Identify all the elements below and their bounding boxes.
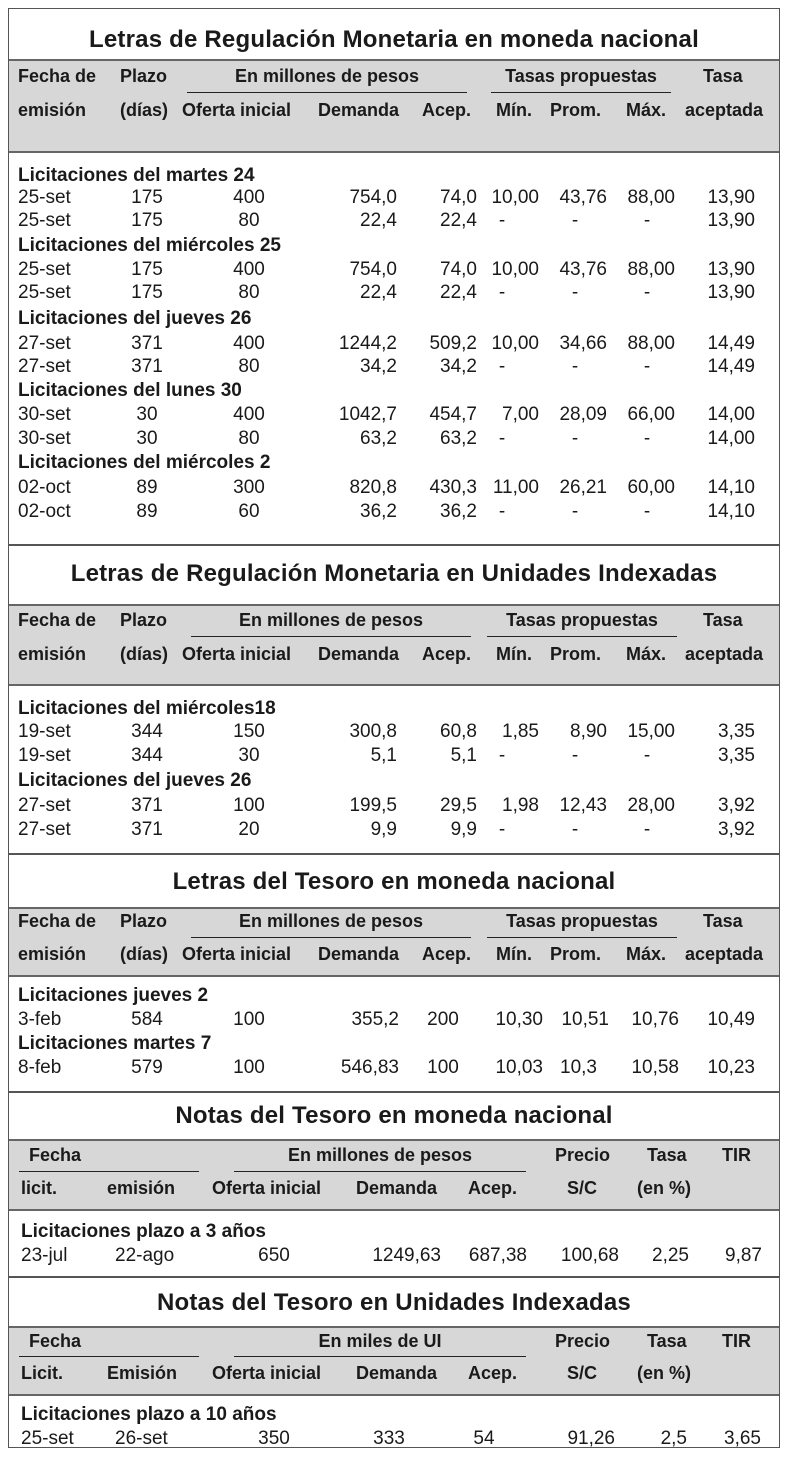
- section-title: Letras del Tesoro en moneda nacional: [172, 868, 616, 895]
- header-oferta: Oferta inicial: [212, 1178, 322, 1198]
- cell-oferta: 400: [233, 259, 265, 280]
- cell-prom: 12,43: [559, 795, 607, 816]
- cell-prom: 28,09: [559, 404, 607, 425]
- cell-tasa: 14,49: [707, 356, 755, 377]
- header-tasa: Tasa: [647, 1145, 687, 1165]
- cell-max: 15,00: [627, 721, 675, 742]
- cell-tasa: 3,92: [718, 819, 755, 840]
- cell-min: -: [498, 356, 506, 377]
- group-label: Licitaciones del miércoles18: [18, 698, 276, 719]
- header-emision: Emisión: [107, 1363, 178, 1383]
- cell-tasa: 10,49: [707, 1009, 755, 1030]
- cell-oferta: 80: [238, 356, 260, 377]
- cell-licit: 25-set: [21, 1428, 74, 1448]
- header-tasa: Tasa: [703, 66, 743, 86]
- section-notas-tesoro-moneda-nacional: [9, 1093, 779, 1278]
- cell-demanda: 34,2: [360, 356, 397, 377]
- cell-acep: 509,2: [429, 333, 477, 354]
- table-row: [9, 477, 779, 501]
- group-label: Licitaciones del martes 24: [18, 165, 255, 186]
- header-dias: (días): [120, 100, 169, 120]
- cell-plazo: 89: [136, 501, 158, 522]
- header-fecha: Fecha de: [18, 911, 97, 931]
- cell-min: -: [498, 819, 506, 840]
- group-label: Licitaciones jueves 2: [18, 985, 209, 1006]
- section-title: Notas del Tesoro en Unidades Indexadas: [157, 1289, 631, 1316]
- header-max: Máx.: [626, 644, 667, 664]
- table-row: [9, 745, 779, 769]
- table-row: [9, 356, 779, 380]
- table-row: [9, 210, 779, 234]
- cell-tasa: 14,00: [707, 404, 755, 425]
- cell-emision: 26-set: [115, 1428, 168, 1448]
- group-underline: [191, 937, 471, 938]
- cell-max: 88,00: [627, 259, 675, 280]
- header-licit: licit.: [21, 1178, 58, 1198]
- cell-fecha: 02-oct: [18, 501, 71, 522]
- table-header: [9, 907, 779, 977]
- cell-tasa: 14,10: [707, 501, 755, 522]
- cell-prom: -: [571, 501, 579, 522]
- cell-prom: -: [571, 745, 579, 766]
- cell-plazo: 584: [131, 1009, 163, 1030]
- cell-tir: 9,87: [725, 1245, 762, 1266]
- header-group-money: En miles de UI: [318, 1331, 442, 1351]
- cell-max: -: [643, 356, 651, 377]
- cell-acep: 74,0: [440, 259, 477, 280]
- cell-min: 1,85: [502, 721, 539, 742]
- table-body: [9, 1211, 779, 1278]
- cell-demanda: 36,2: [360, 501, 397, 522]
- cell-oferta: 100: [233, 795, 265, 816]
- cell-oferta: 100: [233, 1057, 265, 1078]
- header-min: Mín.: [496, 100, 532, 120]
- cell-plazo: 371: [131, 356, 163, 377]
- header-max: Máx.: [626, 100, 667, 120]
- cell-prom: 43,76: [559, 259, 607, 280]
- cell-plazo: 371: [131, 795, 163, 816]
- table-body: [9, 1396, 779, 1448]
- cell-max: 10,76: [631, 1009, 679, 1030]
- cell-fecha: 19-set: [18, 721, 71, 742]
- cell-tasa: 14,00: [707, 428, 755, 449]
- cell-min: 10,03: [495, 1057, 543, 1078]
- header-demanda: Demanda: [356, 1178, 438, 1198]
- cell-demanda: 1249,63: [372, 1245, 441, 1266]
- cell-min: -: [498, 428, 506, 449]
- header-aceptada: aceptada: [685, 944, 764, 964]
- cell-min: 10,00: [491, 187, 539, 208]
- table-row: [9, 1057, 779, 1081]
- table-body: [9, 153, 779, 548]
- table-row: [9, 1428, 779, 1448]
- cell-fecha: 25-set: [18, 282, 71, 303]
- cell-tasa: 13,90: [707, 210, 755, 231]
- cell-prom: 10,3: [560, 1057, 597, 1078]
- cell-acep: 687,38: [468, 1245, 527, 1266]
- table-row: [9, 259, 779, 283]
- cell-max: -: [643, 428, 651, 449]
- cell-demanda: 546,83: [340, 1057, 399, 1078]
- table-body: [9, 977, 779, 1091]
- cell-max: 88,00: [627, 187, 675, 208]
- cell-max: -: [643, 501, 651, 522]
- header-en-porcentaje: (en %): [637, 1363, 691, 1383]
- header-sc: S/C: [567, 1178, 598, 1198]
- table-row: [9, 404, 779, 428]
- cell-oferta: 20: [238, 819, 260, 840]
- group-underline: [491, 92, 671, 93]
- table-header: [9, 1326, 779, 1396]
- cell-min: -: [498, 282, 506, 303]
- cell-fecha: 27-set: [18, 795, 71, 816]
- cell-oferta: 650: [258, 1245, 290, 1266]
- header-acep: Acep.: [422, 644, 472, 664]
- cell-oferta: 100: [233, 1009, 265, 1030]
- cell-max: -: [643, 745, 651, 766]
- cell-max: 10,58: [631, 1057, 679, 1078]
- table-row: [9, 795, 779, 819]
- header-precio: Precio: [555, 1331, 611, 1351]
- header-fecha: Fecha de: [18, 66, 97, 86]
- header-fecha: Fecha: [29, 1331, 82, 1351]
- group-label: Licitaciones plazo a 3 años: [21, 1221, 266, 1242]
- section-title: Letras de Regulación Monetaria en Unidades Indexadas: [70, 560, 718, 587]
- cell-prom: 8,90: [570, 721, 607, 742]
- header-demanda: Demanda: [318, 944, 400, 964]
- section-lrm-unidades-indexadas: [9, 546, 779, 855]
- header-min: Mín.: [496, 644, 532, 664]
- cell-prom: -: [571, 428, 579, 449]
- group-underline: [19, 1171, 199, 1172]
- header-tasa: Tasa: [703, 911, 743, 931]
- cell-min: -: [498, 501, 506, 522]
- header-tasa: Tasa: [647, 1331, 687, 1351]
- cell-fecha: 30-set: [18, 404, 71, 425]
- table-row: [9, 282, 779, 306]
- header-emision: emisión: [18, 100, 87, 120]
- cell-fecha: 02-oct: [18, 477, 71, 498]
- cell-oferta: 80: [238, 428, 260, 449]
- cell-fecha: 30-set: [18, 428, 71, 449]
- header-emision: emisión: [18, 944, 87, 964]
- header-fecha: Fecha de: [18, 610, 97, 630]
- cell-fecha: 25-set: [18, 187, 71, 208]
- cell-oferta: 350: [258, 1428, 290, 1448]
- cell-oferta: 60: [238, 501, 260, 522]
- cell-acep: 5,1: [450, 745, 477, 766]
- cell-max: -: [643, 282, 651, 303]
- cell-fecha: 27-set: [18, 356, 71, 377]
- group-label: Licitaciones del miércoles 25: [18, 235, 281, 256]
- group-label: Licitaciones del miércoles 2: [18, 452, 271, 473]
- group-label: Licitaciones del jueves 26: [18, 308, 252, 329]
- cell-demanda: 199,5: [349, 795, 397, 816]
- section-letras-tesoro: [9, 855, 779, 1093]
- group-underline: [234, 1171, 526, 1172]
- header-licit: Licit.: [21, 1363, 64, 1383]
- group-underline: [234, 1356, 526, 1357]
- cell-demanda: 5,1: [370, 745, 397, 766]
- header-demanda: Demanda: [318, 644, 400, 664]
- header-min: Mín.: [496, 944, 532, 964]
- header-sc: S/C: [567, 1363, 598, 1383]
- cell-min: 10,30: [495, 1009, 543, 1030]
- table-row: [9, 721, 779, 745]
- header-tir: TIR: [722, 1331, 751, 1351]
- cell-plazo: 344: [131, 745, 163, 766]
- cell-precio: 100,68: [560, 1245, 619, 1266]
- cell-min: -: [498, 210, 506, 231]
- cell-prom: -: [571, 819, 579, 840]
- cell-min: 10,00: [491, 259, 539, 280]
- cell-oferta: 400: [233, 333, 265, 354]
- cell-prom: 34,66: [559, 333, 607, 354]
- header-emision: emisión: [18, 644, 87, 664]
- group-label: Licitaciones plazo a 10 años: [21, 1404, 277, 1425]
- cell-demanda: 300,8: [349, 721, 397, 742]
- header-group-money: En millones de pesos: [234, 66, 420, 86]
- cell-demanda: 754,0: [349, 259, 397, 280]
- header-fecha: Fecha: [29, 1145, 82, 1165]
- header-group-money: En millones de pesos: [287, 1145, 473, 1165]
- cell-acep: 430,3: [429, 477, 477, 498]
- header-group-tasas: Tasas propuestas: [506, 911, 658, 931]
- section-notas-tesoro-unidades-indexadas: [9, 1278, 779, 1448]
- group-underline: [19, 1356, 199, 1357]
- group-label: Licitaciones martes 7: [18, 1033, 212, 1054]
- cell-fecha: 27-set: [18, 819, 71, 840]
- table-row: [9, 333, 779, 357]
- cell-acep: 54: [473, 1428, 495, 1448]
- cell-min: 7,00: [502, 404, 539, 425]
- header-tasa: Tasa: [703, 610, 743, 630]
- cell-tasa: 3,35: [718, 721, 755, 742]
- cell-plazo: 579: [131, 1057, 163, 1078]
- cell-acep: 63,2: [440, 428, 477, 449]
- cell-demanda: 1042,7: [338, 404, 397, 425]
- cell-fecha: 3-feb: [18, 1009, 62, 1030]
- cell-demanda: 754,0: [349, 187, 397, 208]
- cell-prom: 26,21: [559, 477, 607, 498]
- cell-min: 10,00: [491, 333, 539, 354]
- cell-demanda: 333: [373, 1428, 405, 1448]
- table-header: [9, 1139, 779, 1211]
- cell-tasa: 13,90: [707, 259, 755, 280]
- table-row: [9, 187, 779, 211]
- header-plazo: Plazo: [120, 610, 168, 630]
- header-dias: (días): [120, 644, 169, 664]
- cell-fecha: 8-feb: [18, 1057, 62, 1078]
- cell-plazo: 30: [136, 404, 158, 425]
- header-prom: Prom.: [550, 100, 602, 120]
- cell-acep: 100: [427, 1057, 459, 1078]
- cell-plazo: 344: [131, 721, 163, 742]
- cell-tasa: 2,25: [652, 1245, 689, 1266]
- cell-plazo: 175: [131, 187, 163, 208]
- cell-tasa: 3,35: [718, 745, 755, 766]
- cell-tasa: 2,5: [660, 1428, 687, 1448]
- header-acep: Acep.: [468, 1363, 518, 1383]
- header-acep: Acep.: [422, 100, 472, 120]
- cell-fecha: 25-set: [18, 259, 71, 280]
- cell-max: -: [643, 819, 651, 840]
- header-max: Máx.: [626, 944, 667, 964]
- cell-plazo: 371: [131, 333, 163, 354]
- header-aceptada: aceptada: [685, 644, 764, 664]
- cell-prom: -: [571, 282, 579, 303]
- header-group-tasas: Tasas propuestas: [506, 610, 658, 630]
- cell-acep: 60,8: [440, 721, 477, 742]
- header-oferta: Oferta inicial: [212, 1363, 322, 1383]
- cell-oferta: 400: [233, 404, 265, 425]
- header-plazo: Plazo: [120, 66, 168, 86]
- cell-acep: 74,0: [440, 187, 477, 208]
- cell-demanda: 1244,2: [338, 333, 397, 354]
- header-plazo: Plazo: [120, 911, 168, 931]
- cell-tasa: 13,90: [707, 187, 755, 208]
- cell-acep: 34,2: [440, 356, 477, 377]
- cell-acep: 454,7: [429, 404, 477, 425]
- cell-demanda: 22,4: [360, 210, 397, 231]
- cell-prom: 10,51: [561, 1009, 609, 1030]
- section-lrm-moneda-nacional: [9, 9, 779, 546]
- cell-emision: 22-ago: [115, 1245, 175, 1266]
- cell-prom: -: [571, 356, 579, 377]
- cell-plazo: 30: [136, 428, 158, 449]
- table-row: [9, 1245, 779, 1269]
- cell-fecha: 25-set: [18, 210, 71, 231]
- cell-oferta: 150: [233, 721, 265, 742]
- cell-min: 1,98: [502, 795, 539, 816]
- cell-demanda: 355,2: [351, 1009, 399, 1030]
- cell-demanda: 63,2: [360, 428, 397, 449]
- header-dias: (días): [120, 944, 169, 964]
- header-group-money: En millones de pesos: [238, 911, 424, 931]
- cell-acep: 22,4: [440, 282, 477, 303]
- cell-licit: 23-jul: [21, 1245, 68, 1266]
- cell-min: 11,00: [492, 477, 539, 498]
- cell-plazo: 175: [131, 259, 163, 280]
- cell-max: 66,00: [627, 404, 675, 425]
- cell-max: 28,00: [627, 795, 675, 816]
- cell-precio: 91,26: [567, 1428, 615, 1448]
- cell-oferta: 80: [238, 282, 260, 303]
- auction-results-page: [8, 8, 780, 1448]
- table-header: [9, 59, 779, 153]
- section-title: Letras de Regulación Monetaria en moneda nacional: [89, 26, 699, 53]
- header-prom: Prom.: [550, 944, 602, 964]
- cell-acep: 36,2: [440, 501, 477, 522]
- cell-tasa: 10,23: [707, 1057, 755, 1078]
- cell-plazo: 175: [131, 210, 163, 231]
- header-acep: Acep.: [468, 1178, 518, 1198]
- group-label: Licitaciones del jueves 26: [18, 770, 252, 791]
- header-precio: Precio: [555, 1145, 611, 1165]
- cell-tasa: 13,90: [707, 282, 755, 303]
- cell-fecha: 27-set: [18, 333, 71, 354]
- cell-plazo: 175: [131, 282, 163, 303]
- cell-prom: -: [571, 210, 579, 231]
- header-en-porcentaje: (en %): [637, 1178, 691, 1198]
- cell-max: -: [643, 210, 651, 231]
- header-oferta: Oferta inicial: [182, 944, 292, 964]
- cell-acep: 29,5: [440, 795, 477, 816]
- table-row: [9, 501, 779, 525]
- header-prom: Prom.: [550, 644, 602, 664]
- cell-oferta: 300: [233, 477, 265, 498]
- group-underline: [191, 636, 471, 637]
- cell-demanda: 820,8: [349, 477, 397, 498]
- header-tir: TIR: [722, 1145, 751, 1165]
- cell-max: 60,00: [627, 477, 675, 498]
- cell-demanda: 22,4: [360, 282, 397, 303]
- header-emision: emisión: [107, 1178, 176, 1198]
- group-label: Licitaciones del lunes 30: [18, 380, 242, 401]
- header-oferta: Oferta inicial: [182, 644, 292, 664]
- header-demanda: Demanda: [356, 1363, 438, 1383]
- group-underline: [487, 937, 677, 938]
- header-demanda: Demanda: [318, 100, 400, 120]
- table-row: [9, 819, 779, 843]
- cell-oferta: 80: [238, 210, 260, 231]
- cell-plazo: 371: [131, 819, 163, 840]
- cell-plazo: 89: [136, 477, 158, 498]
- header-group-tasas: Tasas propuestas: [505, 66, 657, 86]
- cell-max: 88,00: [627, 333, 675, 354]
- header-oferta: Oferta inicial: [182, 100, 292, 120]
- header-aceptada: aceptada: [685, 100, 764, 120]
- group-underline: [187, 92, 467, 93]
- table-row: [9, 1009, 779, 1033]
- cell-min: -: [498, 745, 506, 766]
- cell-oferta: 400: [233, 187, 265, 208]
- cell-tasa: 14,49: [707, 333, 755, 354]
- group-underline: [487, 636, 677, 637]
- table-body: [9, 686, 779, 857]
- cell-tir: 3,65: [724, 1428, 761, 1448]
- cell-prom: 43,76: [559, 187, 607, 208]
- table-header: [9, 604, 779, 686]
- cell-acep: 200: [427, 1009, 459, 1030]
- section-title: Notas del Tesoro en moneda nacional: [175, 1102, 613, 1129]
- header-acep: Acep.: [422, 944, 472, 964]
- cell-demanda: 9,9: [370, 819, 397, 840]
- cell-acep: 9,9: [450, 819, 477, 840]
- cell-tasa: 3,92: [718, 795, 755, 816]
- cell-oferta: 30: [238, 745, 260, 766]
- cell-tasa: 14,10: [707, 477, 755, 498]
- cell-fecha: 19-set: [18, 745, 71, 766]
- cell-acep: 22,4: [440, 210, 477, 231]
- header-group-money: En millones de pesos: [238, 610, 424, 630]
- table-row: [9, 428, 779, 452]
